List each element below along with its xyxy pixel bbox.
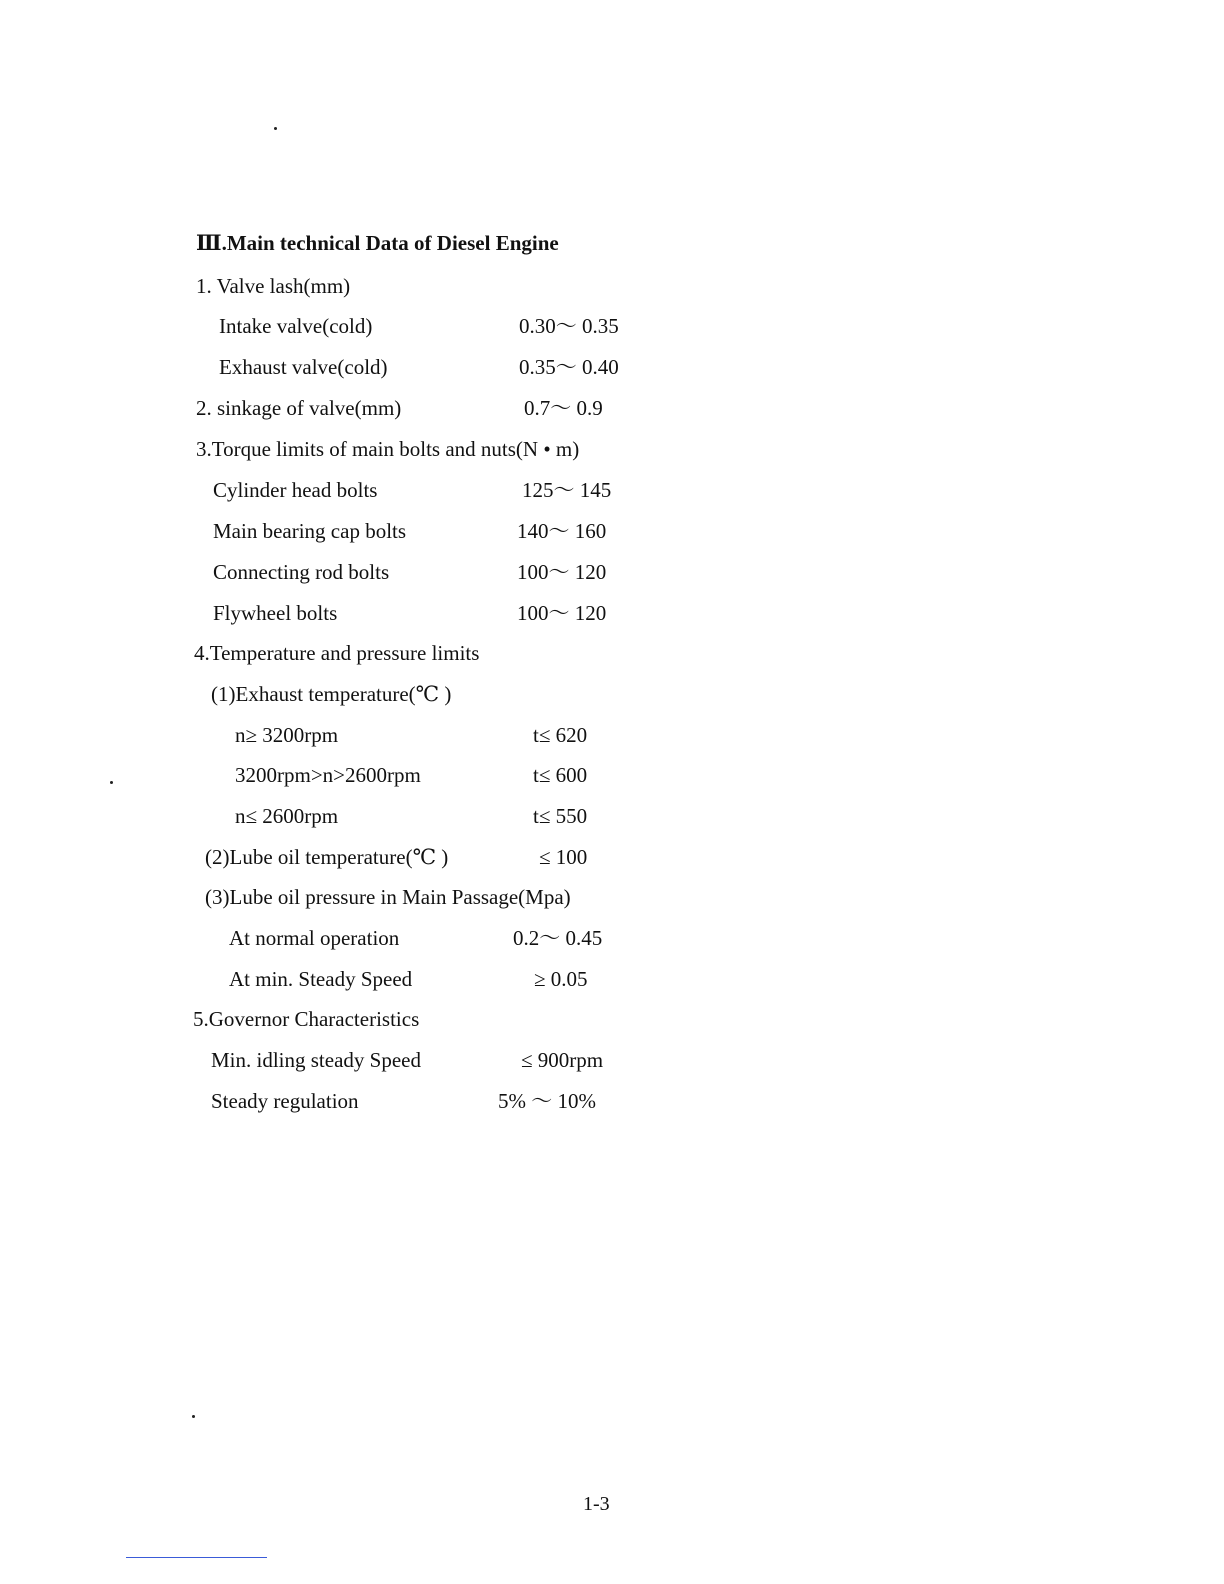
page-number: 1-3: [583, 1493, 610, 1515]
spec-label: 1. Valve lash(mm): [196, 274, 351, 298]
spec-label: 5.Governor Characteristics: [193, 1007, 420, 1031]
spec-value: t≤ 620: [533, 723, 588, 747]
spec-value: 100～ 120: [517, 601, 607, 625]
spec-label: Flywheel bolts: [213, 601, 338, 625]
scan-speck: [110, 781, 113, 784]
spec-label: Main bearing cap bolts: [213, 519, 407, 543]
spec-value: 140～ 160: [517, 519, 607, 543]
spec-label: (1)Exhaust temperature(℃ ): [211, 682, 452, 706]
scan-speck: [274, 127, 277, 130]
spec-label: Connecting rod bolts: [213, 560, 390, 584]
spec-value: 0.7～ 0.9: [524, 396, 603, 420]
spec-label: At normal operation: [229, 926, 400, 950]
spec-value: t≤ 550: [533, 804, 588, 828]
spec-label: (2)Lube oil temperature(℃ ): [205, 845, 449, 869]
spec-value: 0.30～ 0.35: [519, 314, 619, 338]
spec-value: 0.35～ 0.40: [519, 355, 619, 379]
spec-value: t≤ 600: [533, 763, 588, 787]
spec-label: 3.Torque limits of main bolts and nuts(N • m): [196, 437, 580, 461]
spec-label: n≥ 3200rpm: [235, 723, 339, 747]
spec-value: 5% ～ 10%: [498, 1089, 596, 1113]
spec-label: 2. sinkage of valve(mm): [196, 396, 402, 420]
spec-value: ≤ 100: [539, 845, 588, 869]
spec-label: Steady regulation: [211, 1089, 359, 1113]
spec-label: 3200rpm>n>2600rpm: [235, 763, 421, 787]
spec-label: Intake valve(cold): [219, 314, 373, 338]
spec-value: ≤ 900rpm: [521, 1048, 604, 1072]
footer-rule: [126, 1557, 267, 1558]
spec-label: Min. idling steady Speed: [211, 1048, 421, 1072]
spec-label: Cylinder head bolts: [213, 478, 378, 502]
spec-label: 4.Temperature and pressure limits: [194, 641, 480, 665]
spec-label: n≤ 2600rpm: [235, 804, 339, 828]
scan-speck: [192, 1415, 195, 1418]
section-title: Ⅲ.Main technical Data of Diesel Engine: [196, 231, 559, 255]
spec-label: (3)Lube oil pressure in Main Passage(Mpa): [205, 885, 571, 909]
spec-value: ≥ 0.05: [534, 967, 588, 991]
spec-value: 100～ 120: [517, 560, 607, 584]
spec-value: 0.2～ 0.45: [513, 926, 603, 950]
spec-label: Exhaust valve(cold): [219, 355, 388, 379]
spec-value: 125～ 145: [522, 478, 612, 502]
spec-label: At min. Steady Speed: [229, 967, 413, 991]
